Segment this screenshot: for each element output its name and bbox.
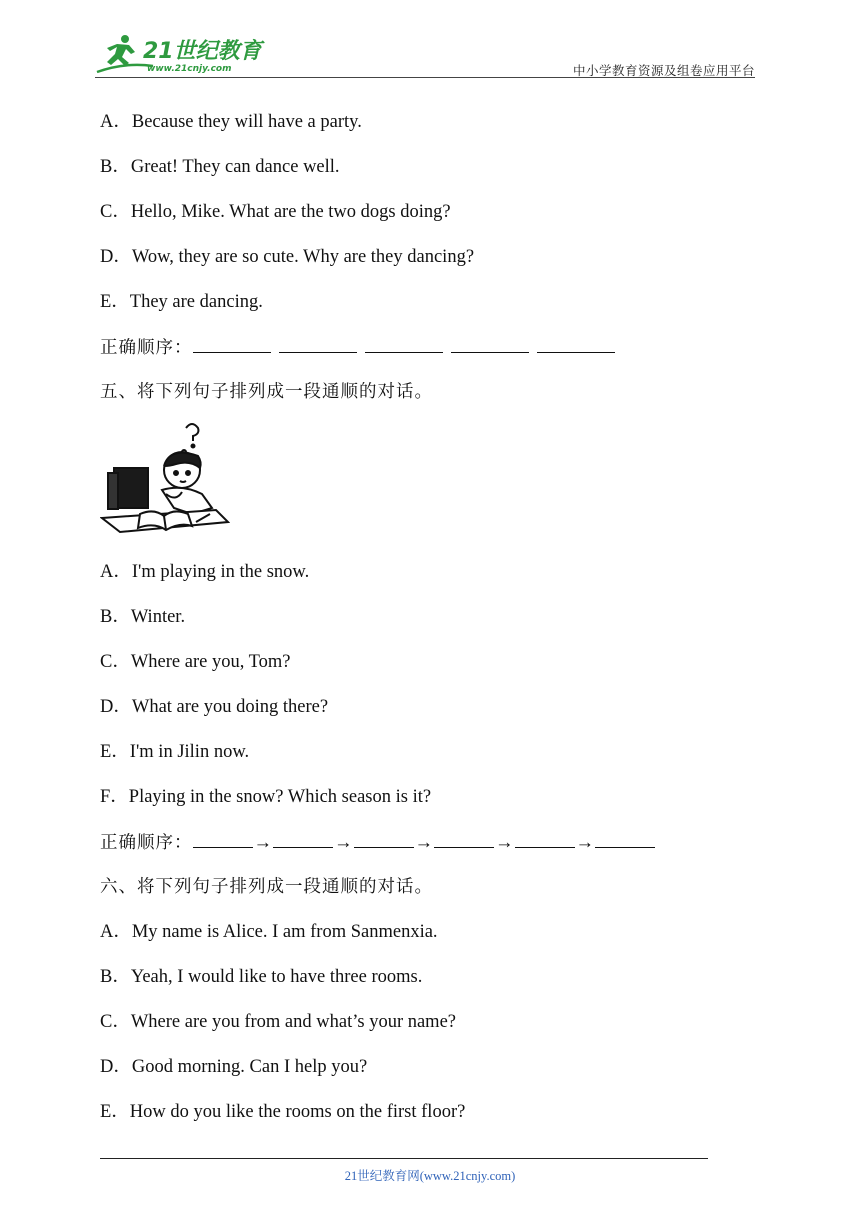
option-e: E．They are dancing.: [100, 292, 263, 312]
site-logo: [95, 32, 265, 76]
answer-blank[interactable]: [193, 831, 253, 848]
answer-blank[interactable]: [279, 336, 357, 353]
answer-blank[interactable]: [595, 831, 655, 848]
option-a: A．I'm playing in the snow.: [100, 562, 310, 582]
option-b: B．Great! They can dance well.: [100, 157, 340, 177]
option-d: D．Good morning. Can I help you?: [100, 1057, 368, 1077]
footer-rule: [100, 1158, 708, 1159]
option-a: A．Because they will have a party.: [100, 112, 362, 132]
option-b: B．Winter.: [100, 607, 186, 627]
answer-blank[interactable]: [434, 831, 494, 848]
option-d: D．Wow, they are so cute. Why are they dancing?: [100, 247, 475, 267]
answer-blank[interactable]: [365, 336, 443, 353]
arrow: →: [253, 833, 272, 853]
order-label: 正确顺序：: [100, 833, 193, 853]
order-label: 正确顺序：: [100, 338, 193, 358]
option-c: C．Where are you, Tom?: [100, 652, 291, 672]
option-b: B．Yeah, I would like to have three rooms.: [100, 967, 423, 987]
answer-order-row: [100, 336, 623, 359]
footer-link[interactable]: 21世纪教育网(www.21cnjy.com): [344, 1169, 516, 1183]
arrow: →: [575, 833, 594, 853]
option-e: E．I'm in Jilin now.: [100, 742, 250, 762]
option-e: E．How do you like the rooms on the first floor?: [100, 1102, 466, 1122]
option-c: C．Hello, Mike. What are the two dogs doing?: [100, 202, 451, 222]
platform-name: 中小学教育资源及组卷应用平台: [572, 63, 755, 78]
boy-thinking-illustration: [100, 418, 230, 542]
logo-text: 21世纪教育: [143, 39, 262, 64]
answer-blank[interactable]: [537, 336, 615, 353]
page-header: [95, 30, 755, 78]
answer-blank[interactable]: [193, 336, 271, 353]
option-c: C．Where are you from and what’s your name?: [100, 1012, 456, 1032]
answer-blank[interactable]: [451, 336, 529, 353]
arrow: →: [495, 833, 514, 853]
runner-icon: [107, 35, 135, 66]
arrow: →: [334, 833, 353, 853]
logo-url: www.21cnjy.com: [147, 64, 232, 74]
answer-order-row: [100, 831, 655, 854]
option-d: D．What are you doing there?: [100, 697, 329, 717]
option-f: F．Playing in the snow? Which season is it?: [100, 787, 432, 807]
section-6-title: 六、将下列句子排列成一段通顺的对话。: [100, 877, 433, 897]
section-5-title: 五、将下列句子排列成一段通顺的对话。: [100, 382, 433, 402]
arrow: →: [414, 833, 433, 853]
answer-blank[interactable]: [515, 831, 575, 848]
option-a: A．My name is Alice. I am from Sanmenxia.: [100, 922, 438, 942]
answer-blank[interactable]: [354, 831, 414, 848]
header-rule: [95, 77, 755, 78]
answer-blank[interactable]: [273, 831, 333, 848]
